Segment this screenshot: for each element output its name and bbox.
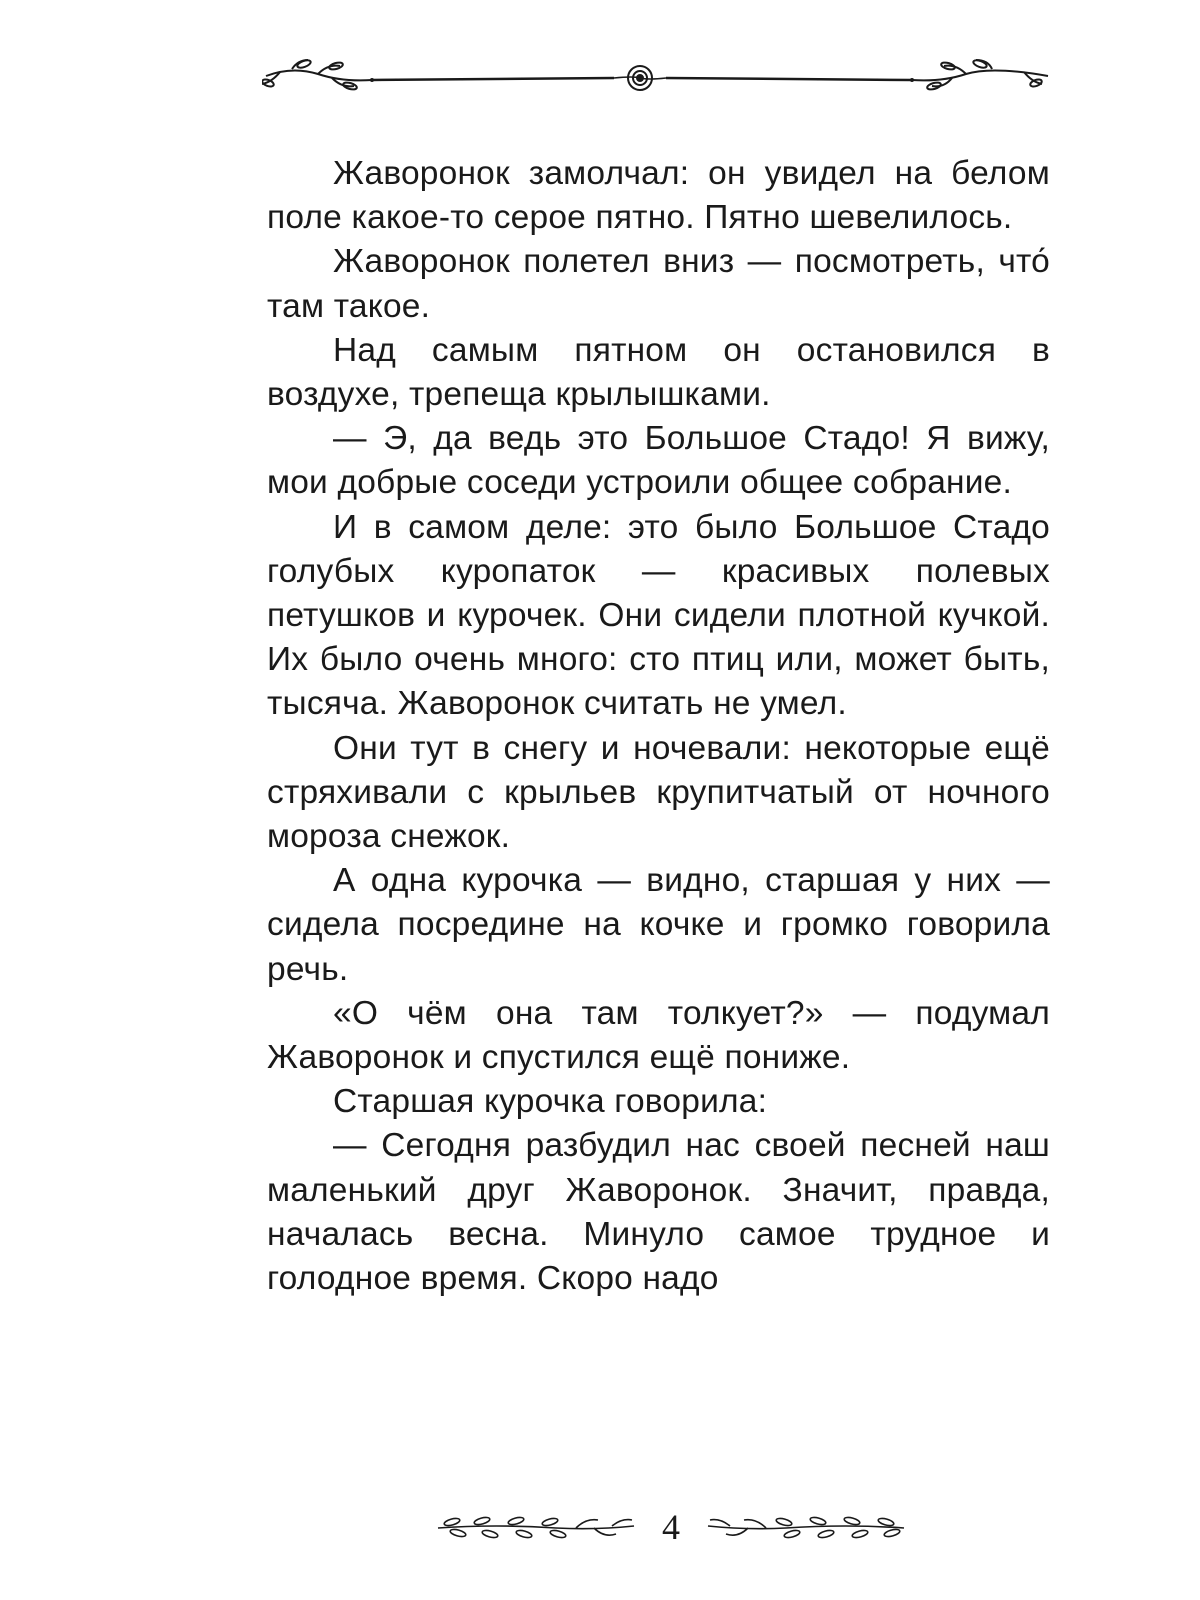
paragraph: И в самом деле: это было Большое Стадо голубых куропаток — красивых полевых петушков и курочек. Они сидели плотной кучкой. Их было очень много: сто птиц или, может быть, тысяча. Жаворонок считать не умел. [267,508,1050,723]
vine-ornament-icon [436,1512,636,1542]
paragraph: Жаворонок полетел вниз — посмотреть, что́ там такое. [267,243,1050,325]
vine-divider-icon [262,56,1052,108]
paragraph: — Сегодня разбудил нас своей песней наш маленький друг Жаворонок. Значит, правда, началась весна. Минуло самое трудное и голодное время. Скоро надо [267,1127,1050,1298]
paragraph: Старшая курочка говорила: [333,1083,768,1121]
paragraph: А одна курочка — видно, старшая у них — сидела посредине на кочке и громко говорила речь. [267,862,1050,988]
story-text [267,152,1050,1301]
page-number: 4 [662,1507,680,1547]
paragraph: Жаворонок замолчал: он увидел на белом поле какое-то серое пятно. Пятно шевелилось. [267,155,1050,237]
page-footer [420,1500,920,1556]
paragraph: Над самым пятном он остановился в воздухе, трепеща крылышками. [267,331,1050,414]
paragraph: Они тут в снегу и ночевали: некоторые ещё стряхивали с крыльев крупитчатый от ночного мороза снежок. [267,729,1050,856]
vine-ornament-icon [706,1512,906,1542]
paragraph: «О чём она там толкует?» — подумал Жаворонок и спустился ещё пониже. [267,994,1050,1077]
paragraph: — Э, да ведь это Большое Стадо! Я вижу, мои добрые соседи устроили общее собрание. [267,420,1050,502]
